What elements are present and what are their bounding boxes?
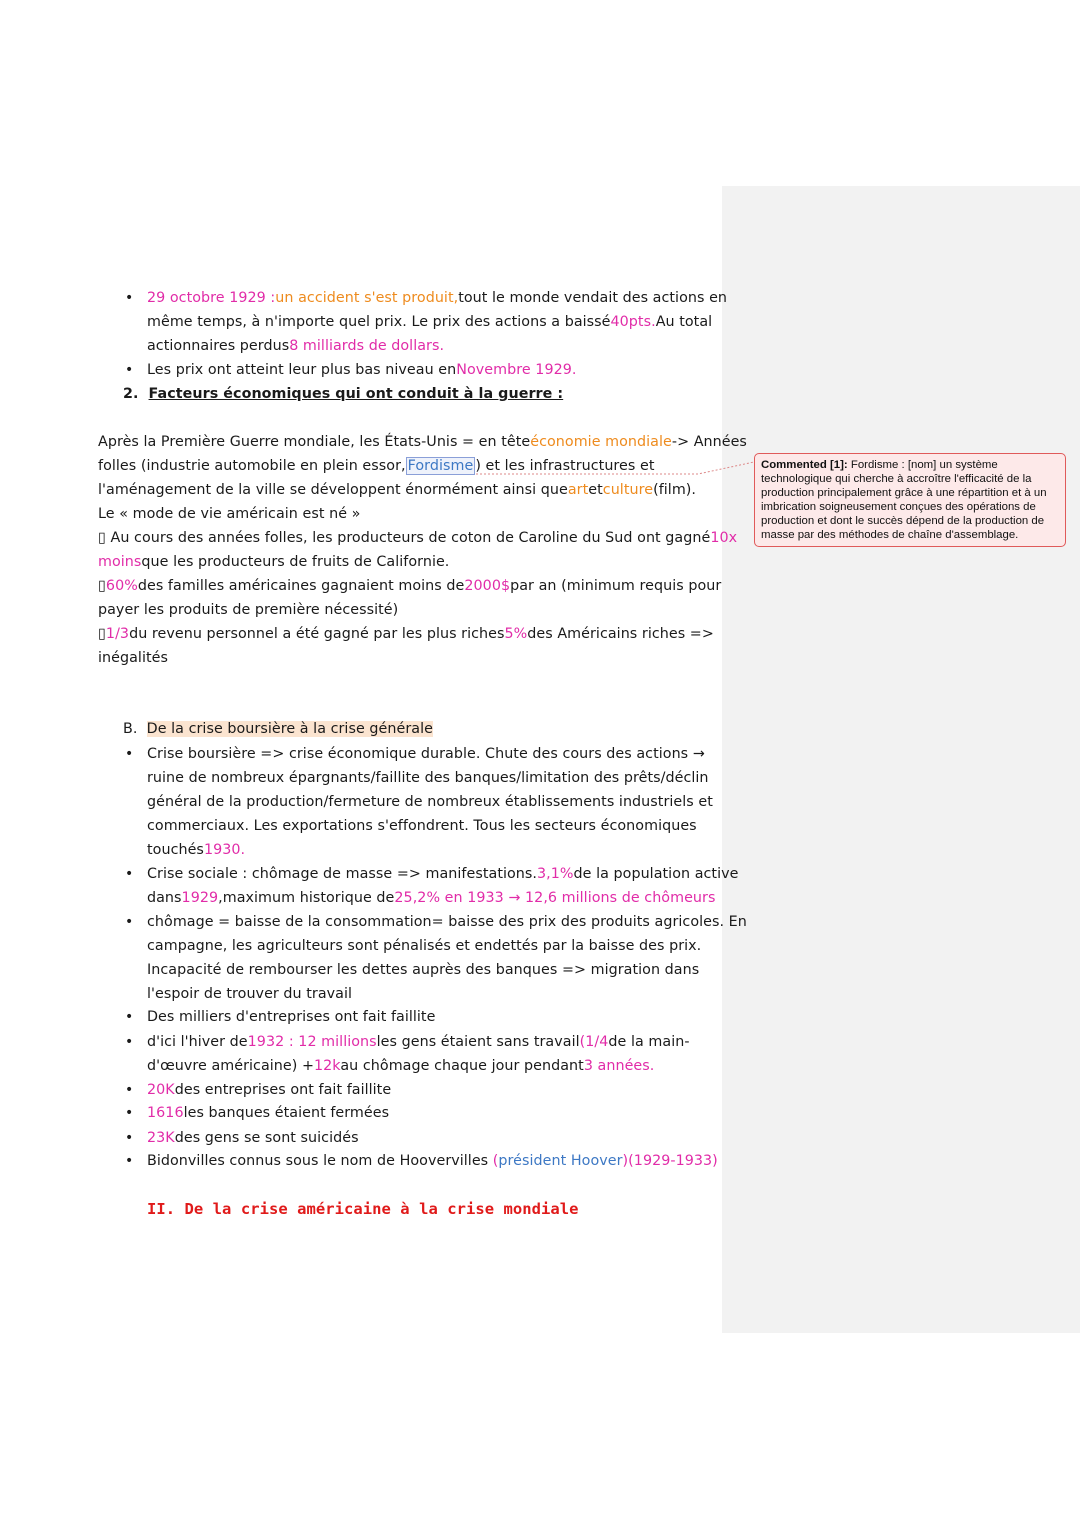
bullet-text-line: Incapacité de rembourser les dettes auprès des banques => migration dans	[147, 962, 700, 978]
bullet-text-line: Les prix ont atteint leur plus bas niveau enNovembre 1929.	[147, 362, 577, 378]
paragraph-line: l'aménagement de la ville se développent énormément ainsi queartetculture(film).	[98, 482, 697, 498]
bullet-text-line: 20Kdes entreprises ont fait faillite	[147, 1082, 392, 1098]
bullet-dot: •	[125, 914, 134, 930]
paragraph-line: ▯ Au cours des années folles, les producteurs de coton de Caroline du Sud ont gagné10x	[98, 530, 738, 546]
bullet-text-line: 1616les banques étaient fermées	[147, 1105, 390, 1121]
comment-text: Fordisme : [nom] un système technologique qui cherche à accroître l'efficacité de la production principalement grâce à une répartition et à un imbrication soigneusement conçues des opérations de production et dont le succès dépend de la production de masse par des méthodes de chaîne d'assemblage.	[761, 459, 1047, 541]
bullet-dot: •	[125, 1009, 134, 1025]
bullet-text-line: commerciaux. Les exportations s'effondrent. Tous les secteurs économiques	[147, 818, 697, 834]
section-heading-ii: II. De la crise américaine à la crise mondiale	[147, 1200, 579, 1218]
bullet-dot: •	[125, 1153, 134, 1169]
section-heading-2: 2. Facteurs économiques qui ont conduit à la guerre :	[123, 386, 564, 402]
paragraph-line: Le « mode de vie américain est né »	[98, 506, 361, 522]
bullet-text-line: d'œuvre américaine) +12kau chômage chaque jour pendant3 années.	[147, 1058, 655, 1074]
bullet-text-line: touchés1930.	[147, 842, 246, 858]
bullet-dot: •	[125, 1034, 134, 1050]
paragraph-line: folles (industrie automobile en plein essor, Fordisme ) et les infrastructures et	[98, 458, 655, 474]
bullet-dot: •	[125, 866, 134, 882]
paragraph-line: payer les produits de première nécessité)	[98, 602, 399, 618]
comment-balloon[interactable]	[754, 453, 1066, 547]
comment-label: Commented [1]:	[761, 459, 848, 471]
bullet-text-line: dans1929,maximum historique de25,2% en 1933 → 12,6 millions de chômeurs	[147, 890, 716, 906]
bullet-text-line: Des milliers d'entreprises ont fait faillite	[147, 1009, 436, 1025]
bullet-dot: •	[125, 290, 134, 306]
paragraph-line: Après la Première Guerre mondiale, les États-Unis = en têteéconomie mondiale-> Années	[98, 434, 747, 450]
bullet-text-line: 29 octobre 1929 :un accident s'est produit,tout le monde vendait des actions en	[147, 290, 728, 306]
bullet-text-line: 23Kdes gens se sont suicidés	[147, 1130, 359, 1146]
paragraph-line: ▯1/3du revenu personnel a été gagné par les plus riches5%des Américains riches =>	[98, 626, 714, 642]
bullet-text-line: campagne, les agriculteurs sont pénalisés et endettés par la baisse des prix.	[147, 938, 702, 954]
bullet-dot: •	[125, 746, 134, 762]
bullet-text-line: même temps, à n'importe quel prix. Le prix des actions a baissé40pts.Au total	[147, 314, 713, 330]
bullet-text-line: Crise sociale : chômage de masse => manifestations.3,1%de la population active	[147, 866, 739, 882]
bullet-text-line: chômage = baisse de la consommation= baisse des prix des produits agricoles. En	[147, 914, 747, 930]
paragraph-line: moinsque les producteurs de fruits de Californie.	[98, 554, 450, 570]
bullet-text-line: Crise boursière => crise économique durable. Chute des cours des actions →	[147, 746, 705, 762]
fordisme-commented-word[interactable]: Fordisme	[407, 458, 474, 474]
paragraph-line: inégalités	[98, 650, 168, 666]
bullet-dot: •	[125, 362, 134, 378]
bullet-text-line: d'ici l'hiver de1932 : 12 millionsles gens étaient sans travail(1/4de la main-	[147, 1034, 690, 1050]
bullet-text-line: Bidonvilles connus sous le nom de Hoovervilles (président Hoover)(1929-1933)	[147, 1153, 718, 1169]
bullet-text-line: actionnaires perdus8 milliards de dollars.	[147, 338, 445, 354]
bullet-dot: •	[125, 1105, 134, 1121]
paragraph-line: ▯60%des familles américaines gagnaient moins de2000$par an (minimum requis pour	[98, 578, 722, 594]
bullet-text-line: général de la production/fermeture de nombreux établissements industriels et	[147, 794, 713, 810]
section-heading-b: B. De la crise boursière à la crise générale	[123, 721, 433, 737]
bullet-text-line: l'espoir de trouver du travail	[147, 986, 353, 1002]
bullet-dot: •	[125, 1130, 134, 1146]
bullet-text-line: ruine de nombreux épargnants/faillite des banques/limitation des prêts/déclin	[147, 770, 709, 786]
comment-margin-pane	[722, 186, 1080, 1333]
bullet-dot: •	[125, 1082, 134, 1098]
